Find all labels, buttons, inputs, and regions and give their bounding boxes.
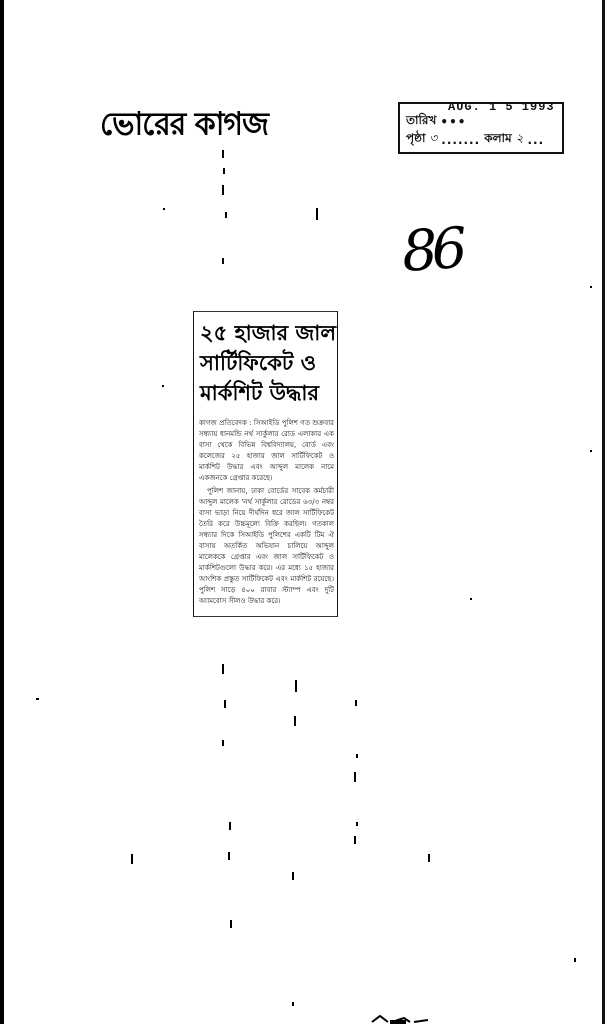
- headline-line: মার্কশিট উদ্ধার: [200, 381, 320, 405]
- scan-speck: [222, 185, 224, 195]
- stamp-page-value: ৩: [429, 131, 438, 145]
- scan-speck: [356, 754, 358, 758]
- scan-speck: [36, 698, 39, 700]
- newspaper-masthead: ভোরের কাগজ: [100, 106, 268, 143]
- archive-stamp: [398, 102, 564, 154]
- scan-speck: [229, 822, 231, 830]
- body-paragraph: কাগজ প্রতিবেদক : সিআইডি পুলিশ গত শুক্রবার সন্ধ্যায় ধানমন্ডি নর্থ সার্কুলার রোড এলাকার এক বাসা থেকে বিভিন্ন বিশ্ববিদ্যালয়, বোর্ড এবং কলেজের ২৫ হাজার জাল সার্টিফিকেট ও মার্কশিট উদ্ধার এবং আব্দুল মালেক নামে একজনকে গ্রেপ্তার করেছে।: [199, 419, 334, 482]
- clipping-headline: [200, 318, 334, 408]
- scan-speck: [295, 680, 297, 692]
- bottom-scan-smudge: [370, 1010, 430, 1024]
- scan-speck: [316, 208, 318, 220]
- stamp-page-label: পৃষ্ঠা: [406, 131, 426, 145]
- scan-speck: [292, 1002, 294, 1006]
- stamp-column-value: ২: [515, 131, 524, 145]
- stamp-date-value: AUG. 1 5 1993: [448, 100, 555, 114]
- stamp-dots: .......: [441, 133, 481, 147]
- scan-border-left: [0, 0, 4, 1024]
- scan-speck: [356, 822, 358, 826]
- scan-speck: [354, 772, 356, 782]
- scan-speck: [292, 872, 294, 880]
- scan-speck: [223, 168, 225, 174]
- body-paragraph: পুলিশ জানায়, ঢাকা বোর্ডের সাবেক কর্মচারী আব্দুল মালেক 'নর্থ সার্কুলার রোডের ৬৩/৩ নম্বর বাসা ভাড়া নিয়ে দীর্ঘদিন ধরে জাল সার্টিফিকেট তৈরি করে উচ্চমূল্যে বিক্রি করছিল। গতকাল সন্ধ্যার দিকে সিআইডি পুলিশের একটি টিম ঐ বাসায় অতর্কিত অভিযান চালিয়ে আব্দুল মালেককে গ্রেপ্তার এবং জাল সার্টিফিকেট ও মার্কশিটগুলো উদ্ধার করে। এর মধ্যে ১৫ হাজার আংশিক প্রস্তুত সার্টিফিকেট এবং মার্কশিট রয়েছে। পুলিশ সাড়ে ৪০০ রাবার স্ট্যাম্প এবং দুটি অ্যামবোস সীলও উদ্ধার করে।: [199, 487, 334, 605]
- scan-speck: [294, 716, 296, 726]
- scan-speck: [590, 450, 592, 452]
- scan-speck: [470, 598, 472, 600]
- scan-speck: [574, 958, 576, 962]
- stamp-page-row: [406, 130, 544, 150]
- scan-speck: [230, 920, 232, 928]
- stamp-dots: •••: [440, 115, 467, 129]
- scan-speck: [162, 385, 164, 387]
- scan-speck: [222, 150, 224, 158]
- scan-speck: [428, 854, 430, 862]
- scan-speck: [222, 258, 224, 264]
- scan-speck: [228, 852, 230, 860]
- scan-speck: [163, 208, 165, 210]
- newspaper-clipping: [193, 311, 338, 617]
- stamp-date-row: [406, 112, 466, 132]
- scan-speck: [590, 286, 592, 288]
- stamp-column-label: কলাম: [484, 131, 512, 145]
- scan-speck: [131, 854, 133, 864]
- scan-speck: [224, 700, 226, 708]
- scan-speck: [222, 740, 224, 746]
- stamp-dots: ...: [527, 133, 545, 147]
- clipping-body: [199, 418, 334, 609]
- handwritten-number: 86: [399, 216, 464, 285]
- headline-line: ২৫ হাজার জাল: [200, 321, 336, 345]
- scan-speck: [225, 212, 227, 218]
- headline-line: সার্টিফিকেট ও: [200, 351, 317, 375]
- scan-speck: [355, 700, 357, 706]
- scan-speck: [354, 836, 356, 844]
- stamp-date-label: তারিখ: [406, 113, 437, 127]
- scan-speck: [222, 664, 224, 674]
